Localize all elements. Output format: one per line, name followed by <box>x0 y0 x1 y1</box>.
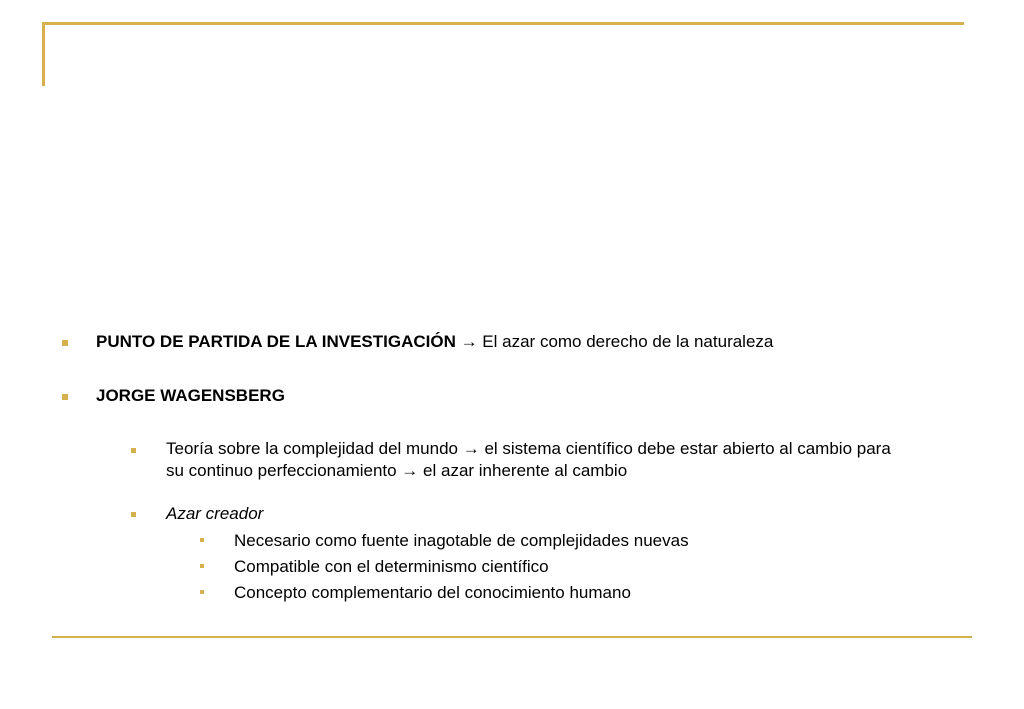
sub-bullet-square-icon <box>131 512 136 517</box>
sub-sub-bullet-square-icon <box>200 564 204 568</box>
bullet-jorge-wagensberg <box>96 384 285 407</box>
sub-bullet-teoria-line1: Teoría sobre la complejidad del mundo → el sistema científico debe estar abierto al cambio para <box>166 439 891 458</box>
bullet-jorge-wagensberg-heading: JORGE WAGENSBERG <box>96 386 285 405</box>
sub-sub-bullet-item: Necesario como fuente inagotable de complejidades nuevas <box>234 531 689 550</box>
sub-bullet-azar-creador: Azar creador <box>166 504 264 523</box>
bullet-punto-de-partida-text: → El azar como derecho de la naturaleza <box>455 332 774 351</box>
bullet-punto-de-partida-heading: PUNTO DE PARTIDA DE LA INVESTIGACIÓN <box>96 332 456 351</box>
bullet-punto-de-partida <box>96 330 773 353</box>
bullet-square-icon <box>62 394 68 400</box>
bullet-square-icon <box>62 340 68 346</box>
sub-bullet-teoria-line2: su continuo perfeccionamiento → el azar inherente al cambio <box>166 461 628 480</box>
sub-sub-bullet-square-icon <box>200 538 204 542</box>
sub-sub-bullet-item: Compatible con el determinismo científico <box>234 557 549 576</box>
sub-sub-bullet-square-icon <box>200 590 204 594</box>
sub-sub-bullet-item: Concepto complementario del conocimiento humano <box>234 583 631 602</box>
sub-bullet-square-icon <box>131 448 136 453</box>
